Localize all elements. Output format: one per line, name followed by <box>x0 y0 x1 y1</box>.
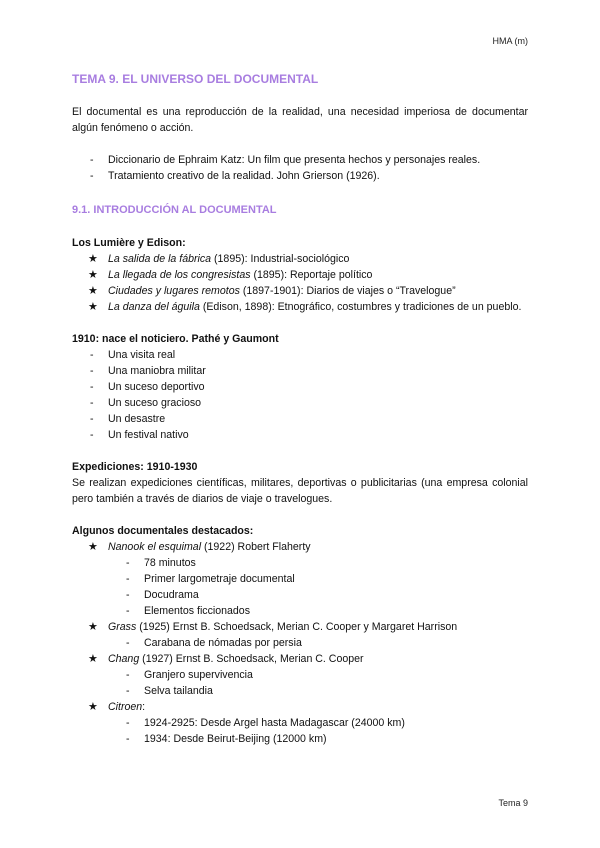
list-item: - Docudrama <box>72 587 528 603</box>
list-item: ★ Grass (1925) Ernst B. Schoedsack, Merian C. Cooper y Margaret Harrison <box>88 621 458 633</box>
noticiero-list <box>72 347 528 443</box>
star-icon: ★ <box>88 653 98 665</box>
list-item: - Diccionario de Ephraim Katz: Un film que presenta hechos y personajes reales. <box>72 152 528 168</box>
intro-paragraph: El documental es una reproducción de la realidad, una necesidad imperiosa de documentar algún fenómeno o acción. <box>72 106 528 134</box>
list-item: - 1934: Desde Beirut-Beijing (12000 km) <box>72 731 528 747</box>
list-item: - Selva tailandia <box>72 683 528 699</box>
star-icon: ★ <box>88 621 98 633</box>
noticiero-heading: 1910: nace el noticiero. Pathé y Gaumont <box>72 333 279 345</box>
document-body <box>72 71 528 747</box>
list-item: ★ Chang (1927) Ernst B. Schoedsack, Merian C. Cooper <box>88 653 364 665</box>
nanook-sublist <box>72 555 528 619</box>
destacados-list <box>72 539 528 555</box>
star-icon: ★ <box>88 701 98 713</box>
list-item: ★ Nanook el esquimal (1922) Robert Flaherty <box>88 541 311 553</box>
lumiere-list <box>72 251 528 315</box>
list-item: ★ La danza del águila (Edison, 1898): Etnográfico, costumbres y tradiciones de un pueblo. <box>88 301 522 313</box>
definitions-list <box>72 152 528 184</box>
destacados-heading: Algunos documentales destacados: <box>72 525 254 537</box>
list-item: - 78 minutos <box>72 555 528 571</box>
page-title: TEMA 9. EL UNIVERSO DEL DOCUMENTAL <box>72 72 319 86</box>
list-item: - Carabana de nómadas por persia <box>72 635 528 651</box>
star-icon: ★ <box>88 269 98 281</box>
list-item: ★ Citroen: <box>88 701 146 713</box>
star-icon: ★ <box>88 541 98 553</box>
list-item: - Granjero supervivencia <box>72 667 528 683</box>
list-item: - Una visita real <box>72 347 528 363</box>
lumiere-heading: Los Lumière y Edison: <box>72 237 186 249</box>
page-header: HMA (m) <box>492 36 528 46</box>
list-item: ★ La salida de la fábrica (1895): Industrial-sociológico <box>88 253 350 265</box>
list-item: - Un suceso gracioso <box>72 395 528 411</box>
list-item: - Elementos ficcionados <box>72 603 528 619</box>
grass-sublist <box>72 635 528 651</box>
expediciones-paragraph: Se realizan expediciones científicas, militares, deportivas o publicitarias (una empresa colonial pero también a través de diarios de viaje o travelogues. <box>72 477 528 505</box>
expediciones-heading: Expediciones: 1910-1930 <box>72 461 198 473</box>
star-icon: ★ <box>88 253 98 265</box>
list-item: - Un festival nativo <box>72 427 528 443</box>
list-item: - Una maniobra militar <box>72 363 528 379</box>
star-icon: ★ <box>88 301 98 313</box>
list-item: - 1924-2925: Desde Argel hasta Madagascar (24000 km) <box>72 715 528 731</box>
list-item: - Un suceso deportivo <box>72 379 528 395</box>
list-item: ★ La llegada de los congresistas (1895): Reportaje político <box>88 269 373 281</box>
star-icon: ★ <box>88 285 98 297</box>
citroen-sublist <box>72 715 528 747</box>
section-title: 9.1. INTRODUCCIÓN AL DOCUMENTAL <box>72 204 277 216</box>
page-footer: Tema 9 <box>498 798 528 808</box>
list-item: - Tratamiento creativo de la realidad. John Grierson (1926). <box>72 168 528 184</box>
list-item: ★ Ciudades y lugares remotos (1897-1901): Diarios de viajes o “Travelogue” <box>88 285 456 297</box>
list-item: - Primer largometraje documental <box>72 571 528 587</box>
list-item: - Un desastre <box>72 411 528 427</box>
chang-sublist <box>72 667 528 699</box>
